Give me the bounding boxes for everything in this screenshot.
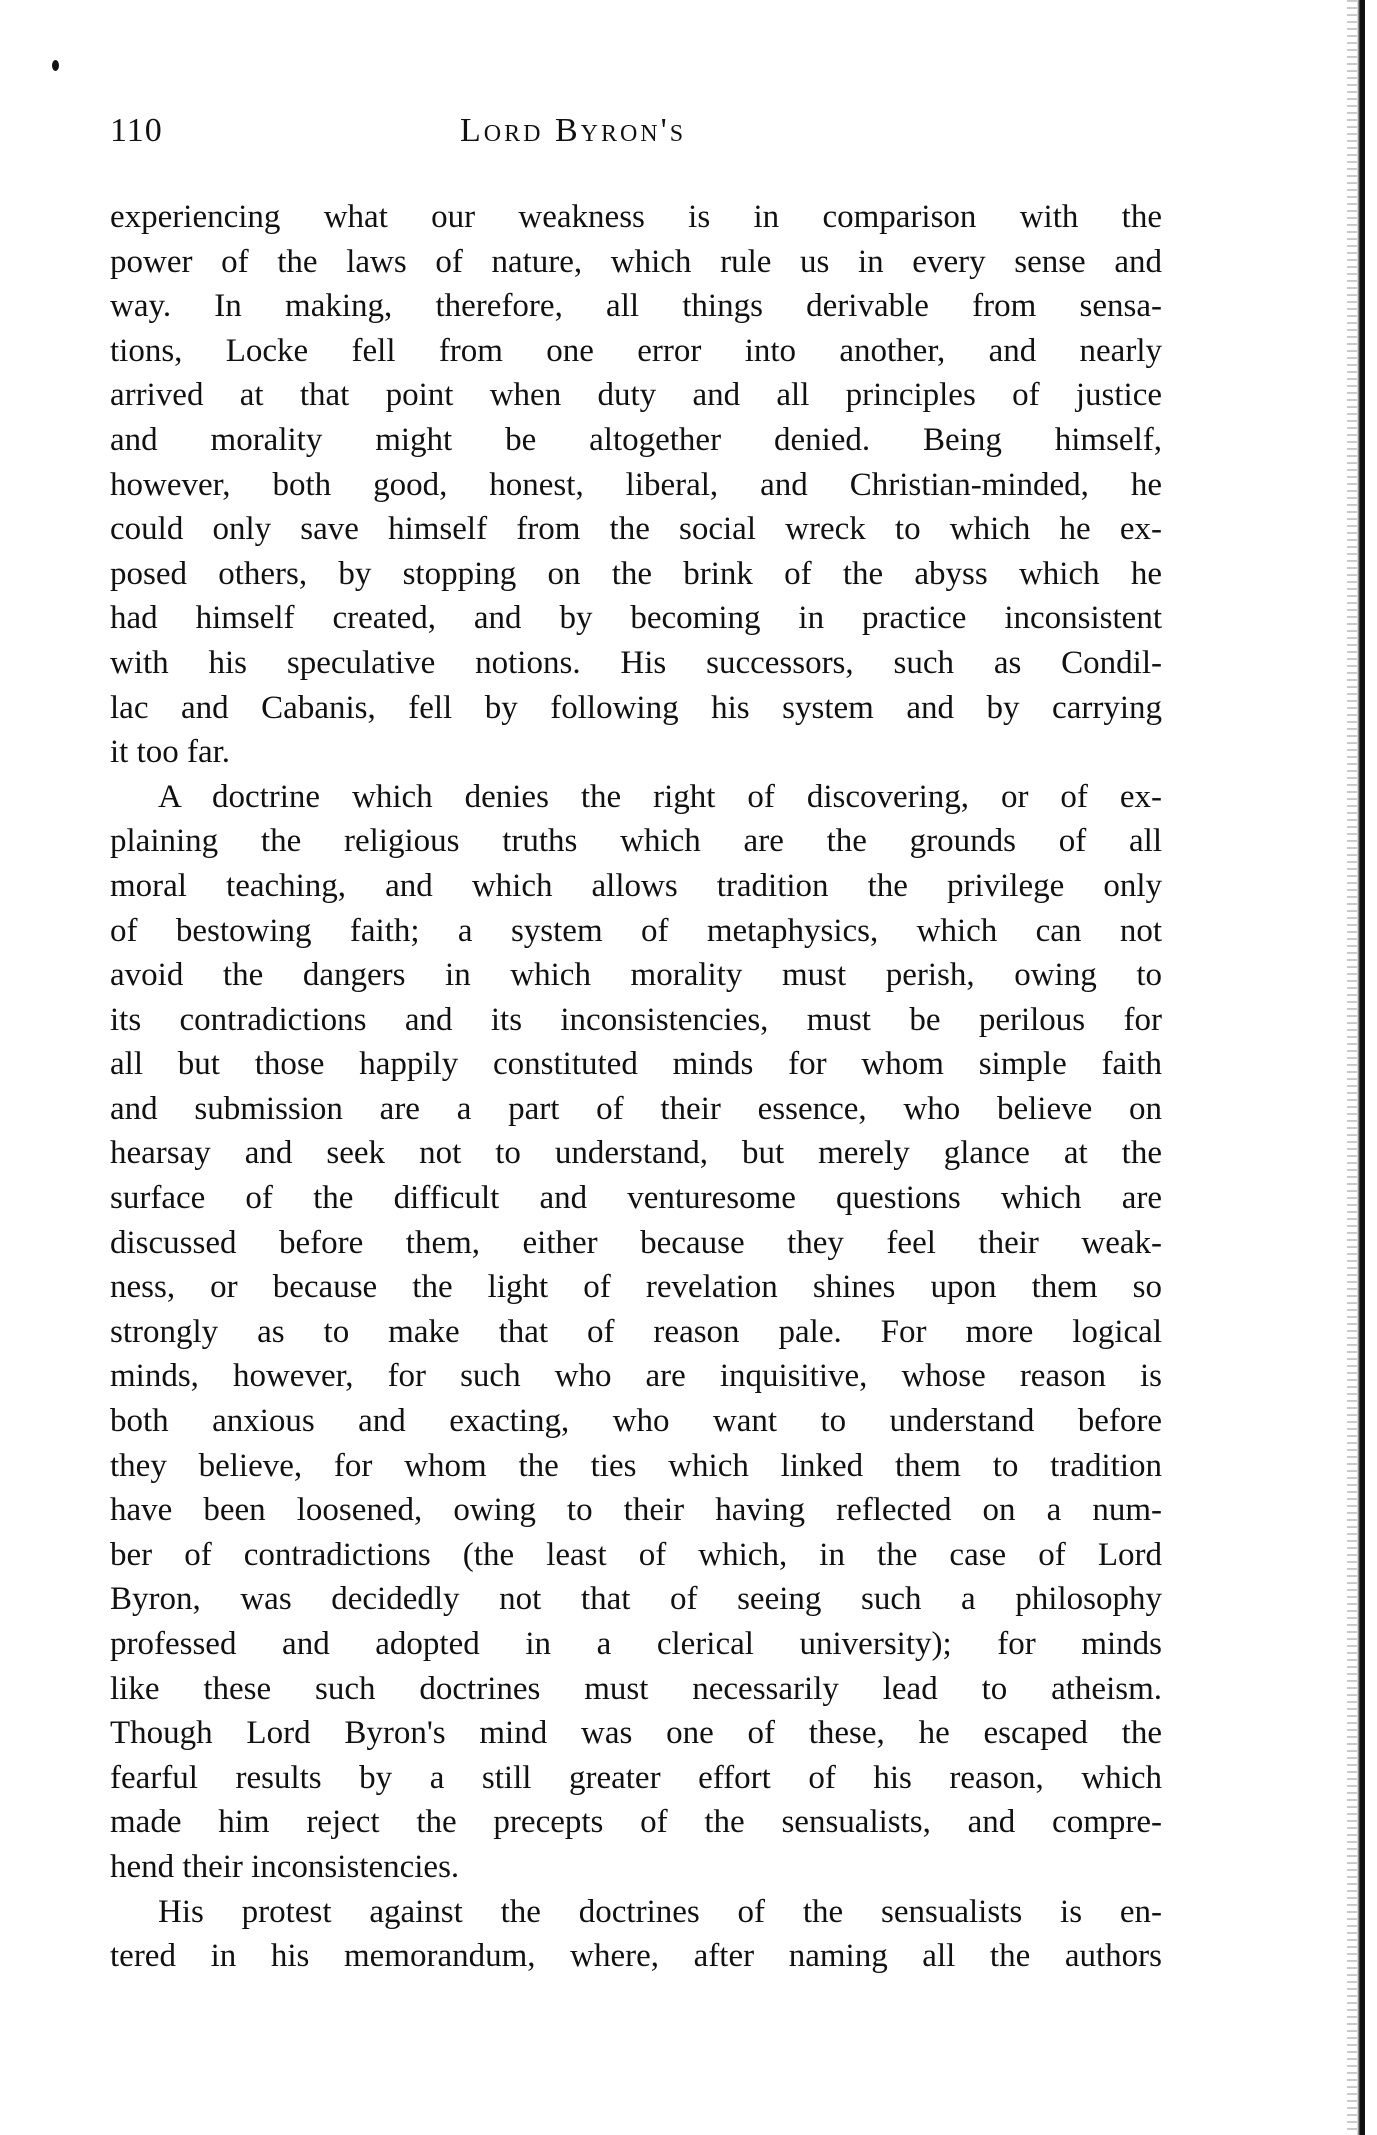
page-number: 110: [110, 112, 163, 149]
page-binding-shadow: [1347, 0, 1357, 2135]
text-line: surface of the difficult and venturesome questions which are: [110, 1180, 1162, 1217]
text-line: tions, Locke fell from one error into another, and nearly: [110, 332, 1162, 369]
text-line: ber of contradictions (the least of which, in the case of Lord: [110, 1536, 1162, 1573]
text-line: and morality might be altogether denied. Being himself,: [110, 421, 1162, 458]
text-line: all but those happily constituted minds for whom simple faith: [110, 1046, 1162, 1083]
running-head: [110, 112, 1162, 162]
text-line: discussed before them, either because they feel their weak-: [110, 1224, 1162, 1261]
text-line: however, both good, honest, liberal, and Christian-minded, he: [110, 466, 1162, 503]
body-text: [110, 195, 1162, 1979]
text-line: arrived at that point when duty and all principles of justice: [110, 377, 1162, 414]
text-line: way. In making, therefore, all things derivable from sensa-: [110, 288, 1162, 325]
text-line: moral teaching, and which allows tradition the privilege only: [110, 867, 1162, 904]
text-line: tered in his memorandum, where, after naming all the authors: [110, 1938, 1162, 1975]
page-binding-edge: [1357, 0, 1365, 2135]
text-line: avoid the dangers in which morality must perish, owing to: [110, 957, 1162, 994]
text-line: minds, however, for such who are inquisitive, whose reason is: [110, 1358, 1162, 1395]
running-title: Lord Byron's: [460, 112, 687, 149]
text-line: strongly as to make that of reason pale. For more logical: [110, 1313, 1162, 1350]
paragraph: [110, 1890, 1162, 1979]
paragraph: [110, 195, 1162, 775]
text-line: ness, or because the light of revelation shines upon them so: [110, 1269, 1162, 1306]
text-line: A doctrine which denies the right of discovering, or of ex-: [158, 778, 1162, 815]
text-line: made him reject the precepts of the sensualists, and compre-: [110, 1804, 1162, 1841]
text-line: experiencing what our weakness is in comparison with the: [110, 199, 1162, 235]
text-line: lac and Cabanis, fell by following his system and by carrying: [110, 689, 1162, 726]
text-line: like these such doctrines must necessarily lead to atheism.: [110, 1670, 1162, 1707]
text-line: of bestowing faith; a system of metaphysics, which can not: [110, 912, 1162, 949]
text-line: hearsay and seek not to understand, but merely glance at the: [110, 1135, 1162, 1172]
text-line: both anxious and exacting, who want to understand before: [110, 1403, 1162, 1440]
text-line: its contradictions and its inconsistencies, must be perilous for: [110, 1001, 1162, 1038]
text-line: Byron, was decidedly not that of seeing such a philosophy: [110, 1581, 1162, 1618]
text-line: plaining the religious truths which are the grounds of all: [110, 823, 1162, 860]
text-line: and submission are a part of their essence, who believe on: [110, 1090, 1162, 1127]
text-line: have been loosened, owing to their having reflected on a num-: [110, 1492, 1162, 1529]
text-line: they believe, for whom the ties which linked them to tradition: [110, 1447, 1162, 1484]
text-line: His protest against the doctrines of the sensualists is en-: [158, 1893, 1162, 1930]
text-line: professed and adopted in a clerical university); for minds: [110, 1626, 1162, 1662]
text-line: posed others, by stopping on the brink of the abyss which he: [110, 555, 1162, 592]
text-line: could only save himself from the social wreck to which he ex-: [110, 511, 1162, 548]
print-speck: [52, 60, 59, 71]
text-line: power of the laws of nature, which rule us in every sense and: [110, 243, 1162, 280]
text-line: Though Lord Byron's mind was one of these, he escaped the: [110, 1715, 1162, 1752]
text-line: hend their inconsistencies.: [110, 1848, 460, 1885]
text-line: had himself created, and by becoming in practice inconsistent: [110, 600, 1162, 637]
text-line: it too far.: [110, 734, 231, 771]
text-line: fearful results by a still greater effort of his reason, which: [110, 1759, 1162, 1796]
paragraph: [110, 775, 1162, 1890]
text-line: with his speculative notions. His successors, such as Condil-: [110, 644, 1162, 681]
